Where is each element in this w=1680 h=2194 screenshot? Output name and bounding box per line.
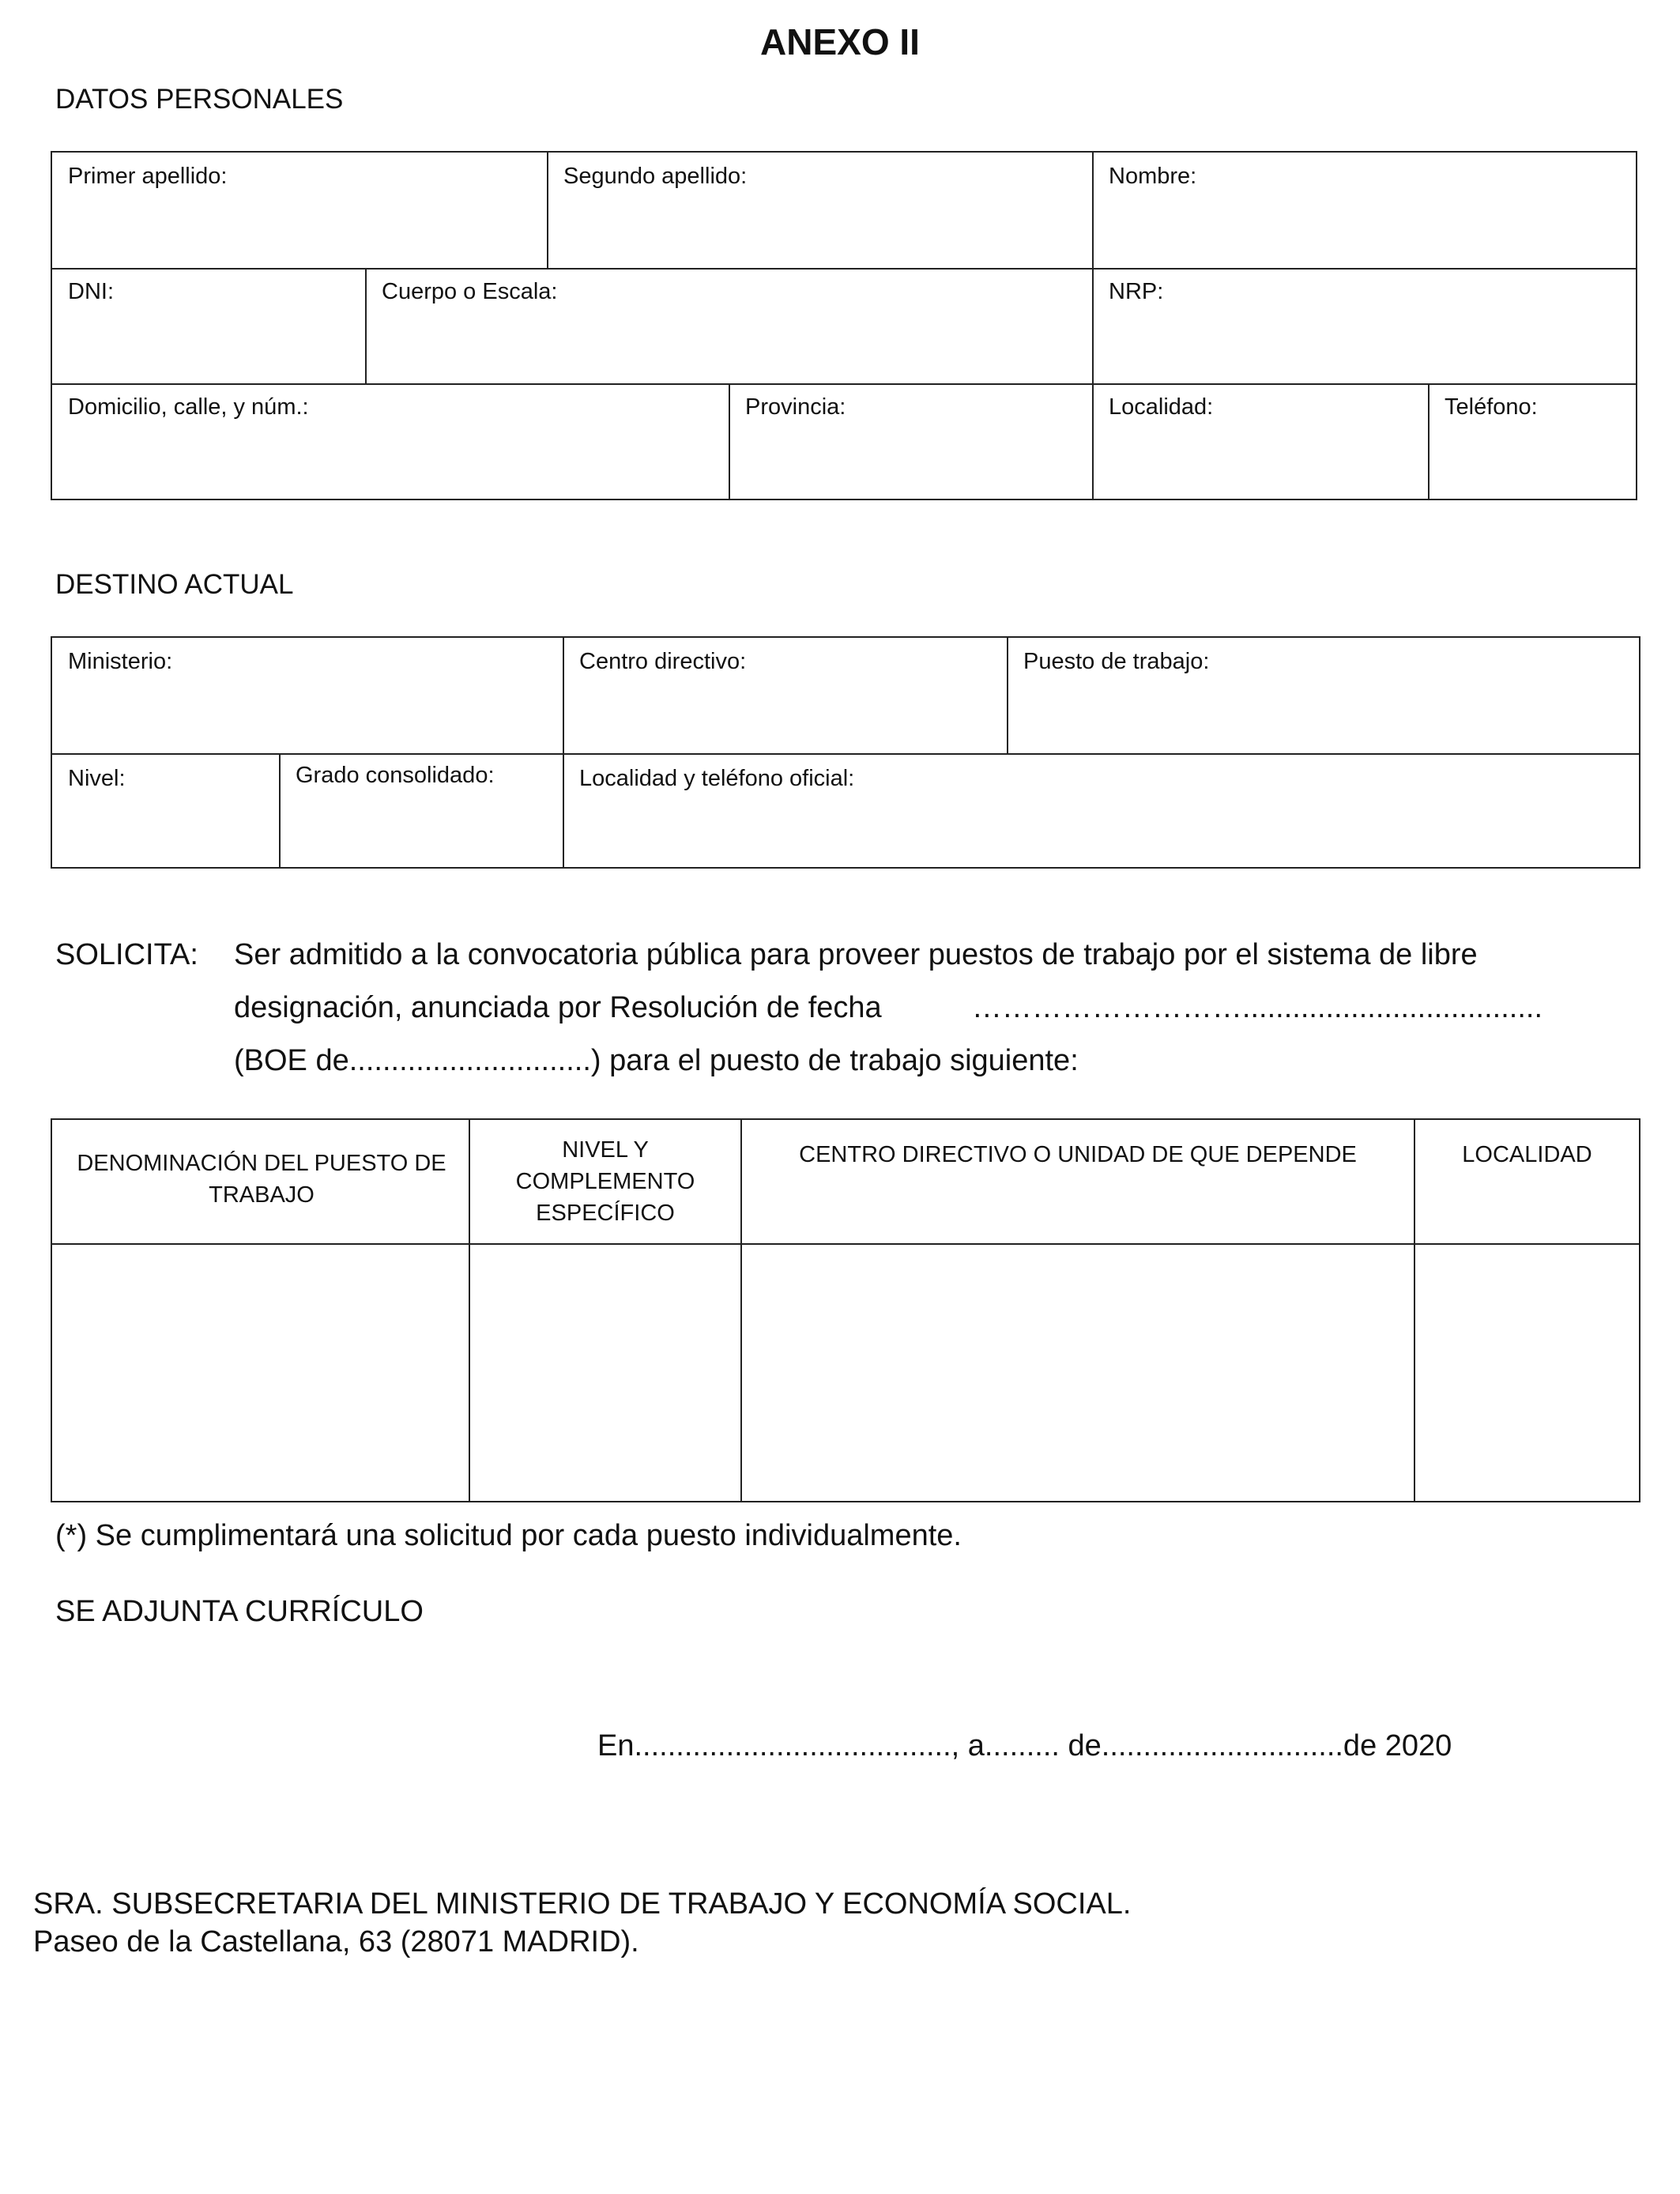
col-header-nivel <box>495 1134 716 1229</box>
col-header-nivel-text: NIVEL Y COMPLEMENTO ESPECÍFICO <box>515 1137 695 1226</box>
dni-field[interactable]: DNI: <box>68 279 114 304</box>
col-divider <box>563 638 564 867</box>
grado-consolidado-field[interactable]: Grado consolidado: <box>296 763 495 788</box>
destinatario-line-1: SRA. SUBSECRETARIA DEL MINISTERIO DE TRABAJO Y ECONOMÍA SOCIAL. <box>33 1887 1132 1921</box>
col-header-denominacion-text: DENOMINACIÓN DEL PUESTO DE TRABAJO <box>77 1151 446 1208</box>
ministerio-field[interactable]: Ministerio: <box>68 649 173 674</box>
col-header-localidad-text: LOCALIDAD <box>1462 1142 1592 1167</box>
telefono-field[interactable]: Teléfono: <box>1445 394 1538 420</box>
nivel-field[interactable]: Nivel: <box>68 766 126 791</box>
centro-directivo-field[interactable]: Centro directivo: <box>579 649 747 674</box>
nombre-field[interactable]: Nombre: <box>1109 164 1197 189</box>
col-header-localidad <box>1415 1139 1639 1171</box>
row-divider <box>52 753 1639 755</box>
solicita-line-1: Ser admitido a la convocatoria pública para proveer puestos de trabajo por el sistema de libre <box>234 938 1478 971</box>
row-divider <box>52 383 1636 385</box>
localidad-field[interactable]: Localidad: <box>1109 394 1214 420</box>
col-divider <box>365 268 367 383</box>
fecha-lugar-line[interactable]: En......................................, a......... de.............................de 2020 <box>597 1729 1452 1762</box>
col-divider <box>279 753 281 869</box>
cell-nivel[interactable] <box>470 1245 740 1501</box>
col-divider <box>729 383 730 499</box>
cell-centro-directivo[interactable] <box>742 1245 1414 1501</box>
section-heading-destino-actual: DESTINO ACTUAL <box>55 569 294 600</box>
solicita-line-2-text: designación, anunciada por Resolución de fecha <box>234 991 882 1024</box>
col-divider <box>1428 383 1430 499</box>
domicilio-field[interactable]: Domicilio, calle, y núm.: <box>68 394 309 420</box>
primer-apellido-field[interactable]: Primer apellido: <box>68 164 228 189</box>
adjunta-curriculo: SE ADJUNTA CURRÍCULO <box>55 1595 424 1628</box>
page-title: ANEXO II <box>760 21 920 62</box>
fecha-resolucion-dots[interactable]: ……………………….................................... <box>971 991 1543 1024</box>
segundo-apellido-field[interactable]: Segundo apellido: <box>563 164 748 189</box>
solicita-line-3: (BOE de.............................) para el puesto de trabajo siguiente: <box>234 1044 1079 1077</box>
row-divider <box>52 268 1636 270</box>
col-divider <box>547 153 548 268</box>
section-heading-datos-personales: DATOS PERSONALES <box>55 84 344 115</box>
col-divider <box>1007 638 1008 753</box>
note-text: (*) Se cumplimentará una solicitud por cada puesto individualmente. <box>55 1519 962 1552</box>
destino-actual-table <box>51 636 1640 869</box>
localidad-telefono-oficial-field[interactable]: Localidad y teléfono oficial: <box>579 766 855 791</box>
puesto-table <box>51 1118 1640 1502</box>
solicita-label: SOLICITA: <box>55 938 198 971</box>
destinatario-line-2: Paseo de la Castellana, 63 (28071 MADRID). <box>33 1925 639 1958</box>
puesto-trabajo-field[interactable]: Puesto de trabajo: <box>1023 649 1210 674</box>
solicita-line-2 <box>234 982 1543 1035</box>
cuerpo-escala-field[interactable]: Cuerpo o Escala: <box>382 279 558 304</box>
col-divider <box>1092 153 1094 383</box>
provincia-field[interactable]: Provincia: <box>745 394 846 420</box>
col-header-centro-directivo <box>742 1139 1414 1171</box>
datos-personales-table <box>51 151 1637 500</box>
nrp-field[interactable]: NRP: <box>1109 279 1164 304</box>
col-header-denominacion <box>68 1136 455 1223</box>
col-header-centro-directivo-text: CENTRO DIRECTIVO O UNIDAD DE QUE DEPENDE <box>799 1142 1357 1167</box>
cell-localidad[interactable] <box>1415 1245 1639 1501</box>
col-divider <box>1092 383 1094 499</box>
cell-denominacion[interactable] <box>52 1245 468 1501</box>
